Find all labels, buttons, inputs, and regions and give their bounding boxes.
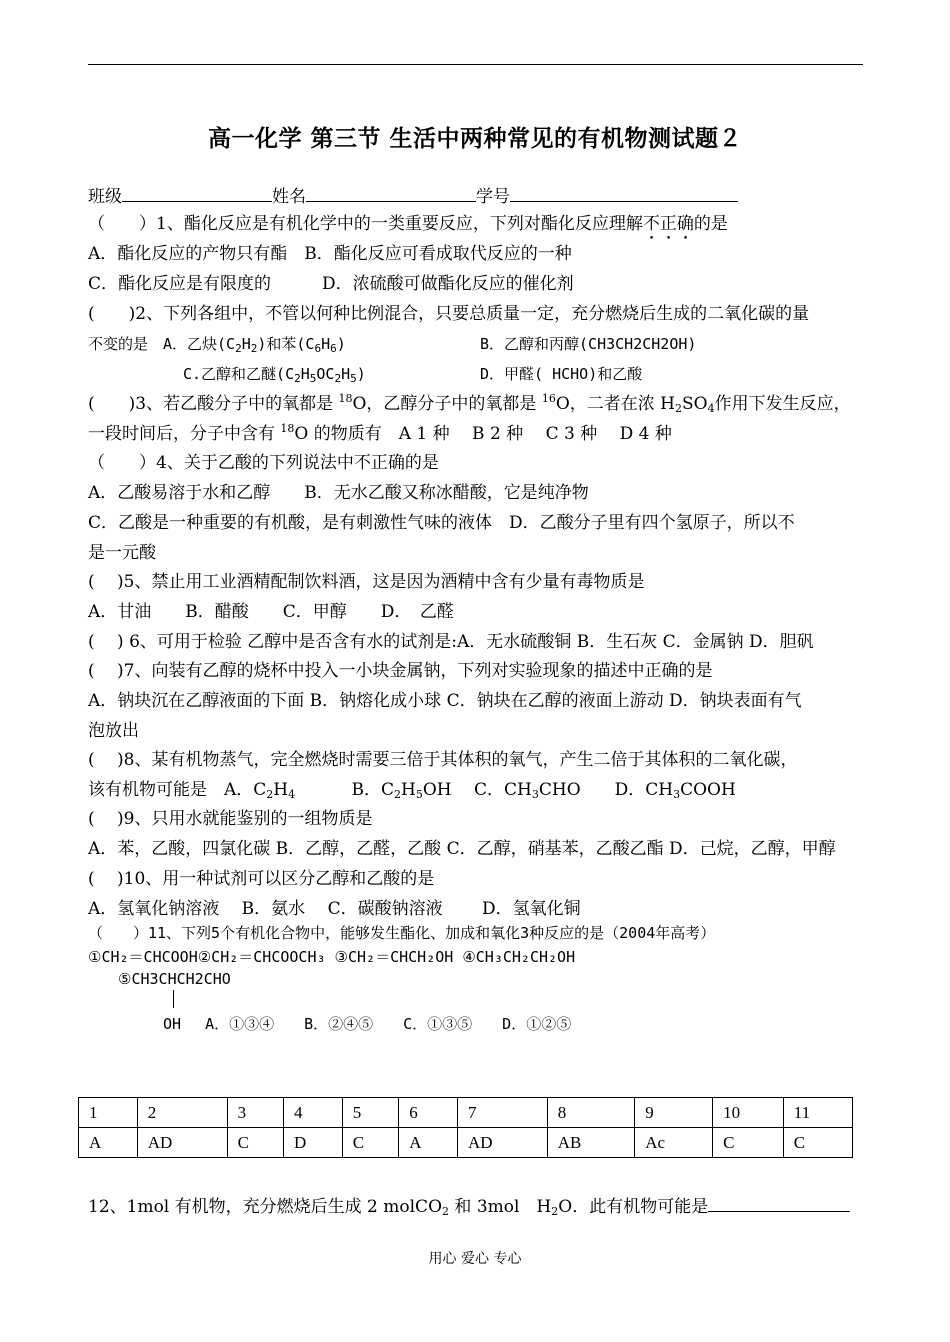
number-field[interactable] <box>510 184 738 202</box>
q10-options: A．氢氧化钠溶液 B．氨水 C．碳酸钠溶液 D．氢氧化铜 <box>88 899 581 919</box>
table-cell: C <box>713 1128 784 1158</box>
q4-options-cd: C．乙酸是一种重要的有机酸，是有刺激性气味的液体 D．乙酸分子里有四个氢原子，所以不 <box>88 513 795 533</box>
name-field[interactable] <box>306 184 476 202</box>
q7-options: A．钠块沉在乙醇液面的下面 B．钠熔化成小球 C．钠块在乙醇的液面上游动 D．钠块表面有气 <box>88 691 802 711</box>
q5-options: A．甘油 B．醋酸 C．甲醇 D． 乙醛 <box>88 602 454 622</box>
q5-stem: ( )5、禁止用工业酒精配制饮料酒，这是因为酒精中含有少量有毒物质是 <box>88 572 645 592</box>
q9-stem: ( )9、只用水就能鉴别的一组物质是 <box>88 809 373 829</box>
q3-stem: ( )3、若乙酸分子中的氧都是 $^{18}$O，乙醇分子中的氧都是 $^{16}$O，二者在浓 $H_2SO_4$作用下发生反应， <box>88 392 851 415</box>
page-footer: 用心 爱心 专心 <box>428 1251 522 1267</box>
emphasis-text: 不正确 <box>642 214 694 234</box>
q12-stem: 12、1mol 有机物，充分燃烧后生成 2 molCO$_2$ 和 3mol $H_2O$．此有机物可能是 <box>88 1194 850 1218</box>
class-label: 班级 <box>88 187 122 207</box>
table-cell: 7 <box>457 1098 547 1128</box>
table-cell: AB <box>547 1128 634 1158</box>
table-cell: C <box>227 1128 283 1158</box>
number-label: 学号 <box>476 187 510 207</box>
q4-options-ab: A．乙酸易溶于水和乙醇 B．无水乙酸又称冰醋酸，它是纯净物 <box>88 483 589 503</box>
q10-stem: ( )10、用一种试剂可以区分乙醇和乙酸的是 <box>88 869 435 889</box>
table-cell: 5 <box>342 1098 398 1128</box>
table-cell: C <box>783 1128 852 1158</box>
q3-options: 一段时间后，分子中含有 $^{18}$O 的物质有 A 1 种 B 2 种 C 3 种 D 4 种 <box>88 422 672 444</box>
q7-options-cont: 泡放出 <box>88 721 139 741</box>
table-cell: 9 <box>635 1098 713 1128</box>
table-cell: 11 <box>783 1098 852 1128</box>
table-cell: D <box>284 1128 343 1158</box>
table-cell: AD <box>457 1128 547 1158</box>
q2-stem: ( )2、下列各组中，不管以何种比例混合，只要总质量一定，充分燃烧后生成的二氧化碳的量 <box>88 304 810 324</box>
q4-stem: （ ）4、关于乙酸的下列说法中不正确的是 <box>88 453 439 473</box>
table-cell: C <box>342 1128 398 1158</box>
table-cell: 3 <box>227 1098 283 1128</box>
class-field[interactable] <box>122 184 272 202</box>
name-label: 姓名 <box>272 187 306 207</box>
answer-table <box>78 1097 853 1158</box>
table-cell: 10 <box>713 1098 784 1128</box>
q11-compounds: ①CH₂＝CHCOOH②CH₂＝CHCOOCH₃ ③CH₂＝CHCH₂OH ④CH₃CH₂CH₂OH <box>88 948 576 966</box>
table-cell: 4 <box>284 1098 343 1128</box>
answer-table-answer-row <box>79 1128 853 1158</box>
q2-option-c: C.乙醇和乙醚$(C_2H_5OC_2H_5)$ <box>183 365 366 385</box>
table-cell: A <box>79 1128 138 1158</box>
q12-answer-field[interactable] <box>708 1194 850 1212</box>
page-title: 高一化学 第三节 生活中两种常见的有机物测试题２ <box>207 126 742 152</box>
table-cell: Ac <box>635 1128 713 1158</box>
table-cell: 6 <box>399 1098 458 1128</box>
table-cell: 8 <box>547 1098 634 1128</box>
table-cell: 1 <box>79 1098 138 1128</box>
q2-options-ab: 不变的是 A．乙炔$(C_2H_2)$和苯$(C_6H_6)$ B．乙醇和丙醇(CH3CH2CH2OH) <box>88 335 697 355</box>
q9-options: A．苯，乙酸，四氯化碳 B．乙醇，乙醛，乙酸 C．乙醇，硝基苯，乙酸乙酯 D．己烷，乙醇，甲醇 <box>88 839 836 859</box>
q7-stem: ( )7、向装有乙醇的烧杯中投入一小块金属钠，下列对实验现象的描述中正确的是 <box>88 661 713 681</box>
table-cell: 2 <box>137 1098 227 1128</box>
student-info-line <box>88 184 738 208</box>
q4-options-cd-cont: 是一元酸 <box>88 543 156 563</box>
q1-options-ab: A．酯化反应的产物只有酯 B．酯化反应可看成取代反应的一种 <box>88 244 572 264</box>
q1-stem: （ ）1、酯化反应是有机化学中的一类重要反应，下列对酯化反应理解不正确的是 <box>88 214 728 234</box>
table-cell: AD <box>137 1128 227 1158</box>
q6-stem: ( ) 6、可用于检验 乙醇中是否含有水的试剂是:A．无水硫酸铜 B．生石灰 C．金属钠 D．胆矾 <box>88 632 814 652</box>
q11-stem: （ ）11、下列5个有机化合物中，能够发生酯化、加成和氧化3种反应的是（2004年高考） <box>88 924 716 942</box>
q11-compound-5: ⑤CH3CHCH2CHO <box>118 970 231 988</box>
q11-options: OH A．①③④ B．②④⑤ C．①③⑤ D．①②⑤ <box>163 1015 572 1033</box>
bond-line <box>173 990 174 1008</box>
answer-table-header-row <box>79 1098 853 1128</box>
q2-option-d: D．甲醛( HCHO)和乙酸 <box>480 365 643 383</box>
q1-options-cd: C．酯化反应是有限度的 D．浓硫酸可做酯化反应的催化剂 <box>88 274 574 294</box>
q8-options: 该有机物可能是 A．$C_2H_4$ B．$C_2H_5OH$ C．$CH_3CHO$ D．$CH_3COOH$ <box>88 780 736 801</box>
q8-stem: ( )8、某有机物蒸气，完全燃烧时需要三倍于其体积的氧气，产生二倍于其体积的二氧化碳， <box>88 750 798 770</box>
header-rule <box>88 64 863 65</box>
table-cell: A <box>399 1128 458 1158</box>
q2-option-b: B．乙醇和丙醇(CH3CH2CH2OH) <box>480 335 697 353</box>
